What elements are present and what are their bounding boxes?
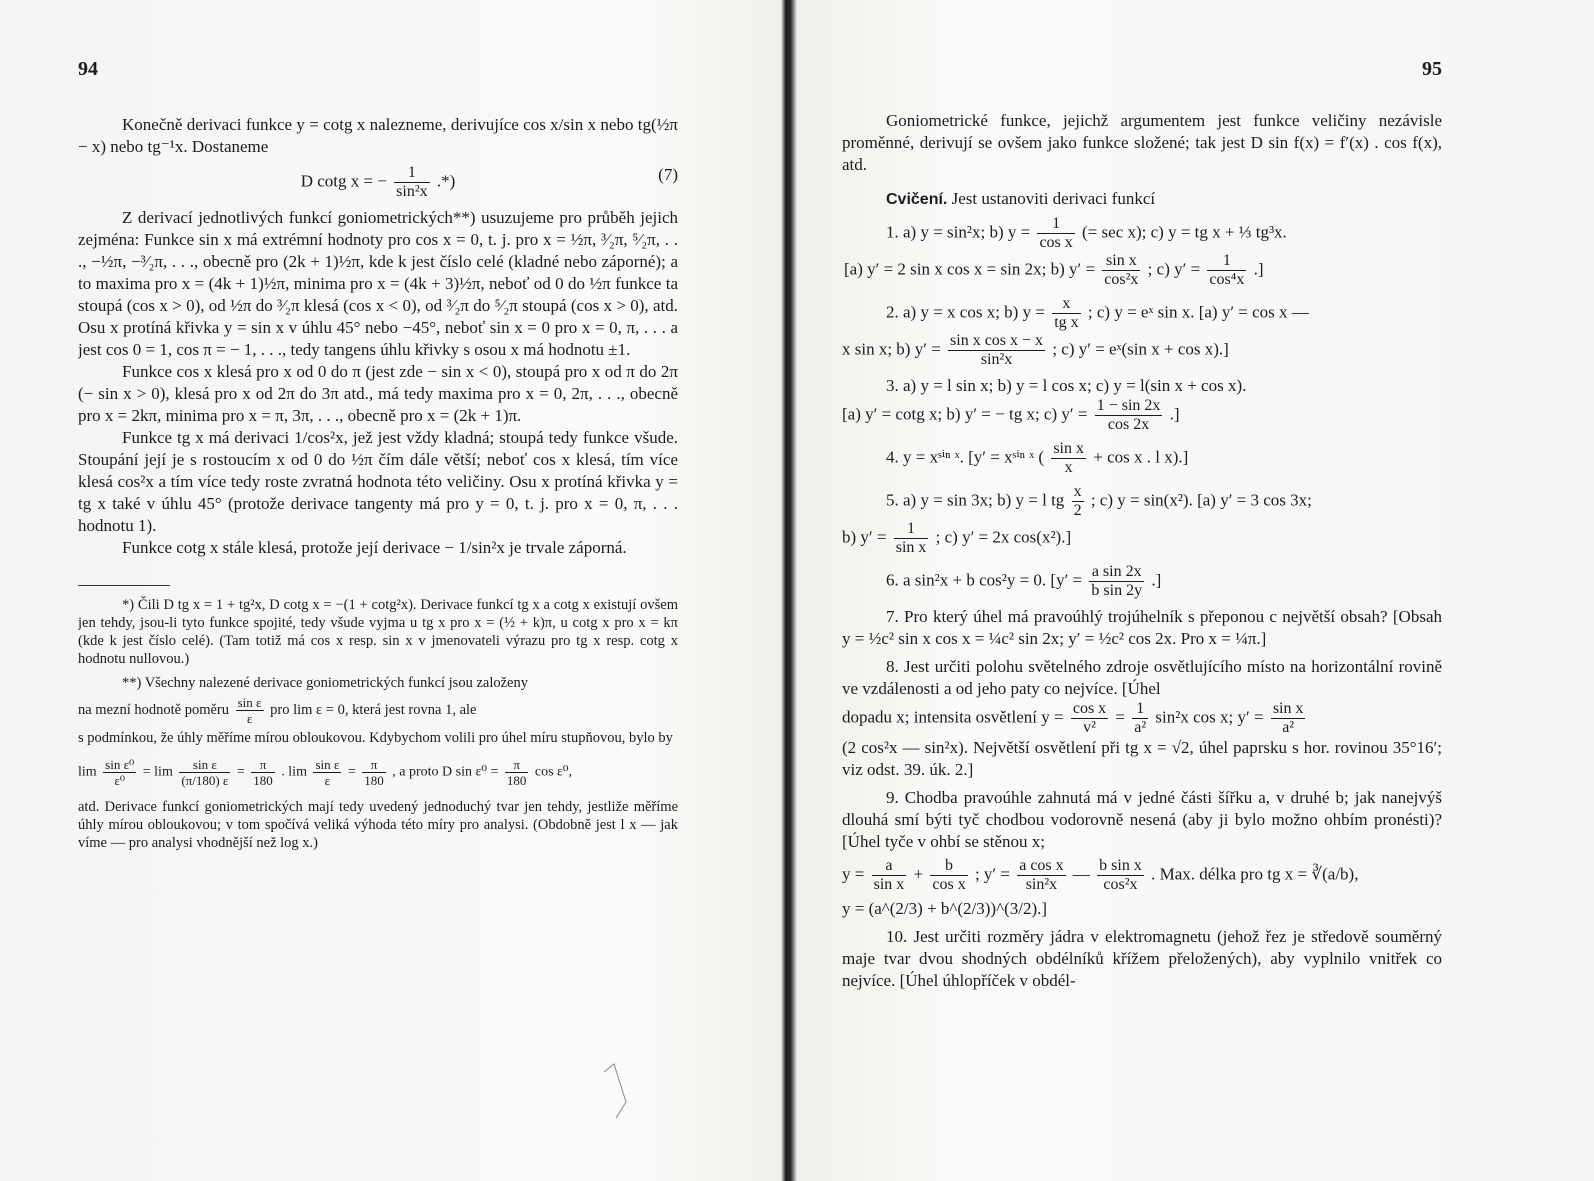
numerator: sin x cos x − x (950, 332, 1044, 349)
exercise-text: 1. a) y = sin²x; b) y = (886, 222, 1031, 242)
left-page (78, 0, 678, 1181)
numerator: a (872, 857, 907, 876)
denominator: cos x (1039, 234, 1073, 251)
fraction (1207, 252, 1246, 289)
formula-part: , a proto D sin ε⁰ = (392, 764, 499, 780)
answer-text: [a) y′ = 2 sin x cos x = sin 2x; b) y′ = (844, 259, 1096, 279)
numerator: sin ε (315, 757, 340, 772)
fraction (872, 857, 907, 894)
denominator: sin x (873, 876, 905, 893)
denominator: sin²x (396, 183, 428, 200)
exercise-text: sin²x cos x; y′ = (1155, 707, 1264, 727)
numerator: sin ε⁰ (105, 757, 135, 772)
denominator: cos²x (1104, 271, 1139, 288)
denominator: a² (1282, 719, 1295, 736)
fraction (1072, 483, 1084, 520)
equation-7 (78, 164, 678, 201)
denominator: ε⁰ (114, 773, 126, 788)
right-page (842, 0, 1442, 1181)
fraction (103, 757, 136, 788)
fraction (1052, 295, 1080, 332)
denominator: x (1064, 459, 1073, 476)
paragraph: Funkce cotg x stále klesá, protože její derivace − 1/sin²x je trvale záporná. (122, 538, 627, 557)
exercise-6 (842, 563, 1442, 600)
exercise-1 (842, 215, 1442, 289)
denominator: b sin 2y (1091, 582, 1143, 599)
exercise-intro: Jest ustanoviti derivaci funkcí (951, 189, 1156, 208)
exercise-8 (842, 656, 1442, 781)
fraction (1051, 440, 1086, 477)
formula-part: = lim (142, 764, 173, 780)
numerator: a cos x (1019, 857, 1064, 874)
page-number: 95 (1422, 58, 1442, 80)
intro-paragraph: Goniometrické funkce, jejichž argumentem jest funkce veličiny nezávisle proměnné, derivují se ovšem jako funkce složené; tak jest D sin f(x) = f′(x) . cos f(x), atd. (842, 111, 1442, 174)
fraction (179, 757, 230, 788)
page-number: 94 (78, 58, 98, 80)
formula-part: = (347, 764, 356, 780)
answer-text: ; c) y′ = (1147, 259, 1201, 279)
exercise-3 (842, 375, 1442, 434)
paragraph: Funkce tg x má derivaci 1/cos²x, jež jest vždy kladná; stoupá tedy funkce všude. Stoupání její je s rostoucím x od 0 do ½π čím dále větší; neboť cos x klesá, tím více klesá cos²x a tím více tedy roste zvratná hodnota této veličiny. Osu x protíná křivka y = tg x také v úhlu 45° (protože derivace tangenty má pro y = 0, t. j. pro x = 0, π, . . . hodnotu 1). (78, 428, 678, 535)
exercise-text: ; c) y = sin(x²). [a) y′ = 3 cos 3x; (1090, 490, 1312, 510)
answer-text: ; c) y′ = 2x cos(x²).] (935, 527, 1072, 547)
exercise-heading: Cvičení. (886, 191, 948, 208)
exercise-text: ; c) y = eˣ sin x. [a) y′ = cos x — (1087, 302, 1309, 322)
fraction (1271, 700, 1306, 737)
fraction (1037, 215, 1074, 252)
numerator: sin ε (179, 757, 230, 773)
exercise-text: 9. Chodba pravoúhle zahnutá má v jedné části šířku a, v druhé b; jak nanejvýš dlouhá smí býti tyč chodbou vodorovně nesená (aby ji bylo možno ohbím pronésti)? [Úhel tyče v ohbí se stěnou x; (842, 788, 1442, 851)
exercise-text: (= sec x); c) y = tg x + ⅓ tg³x. (1082, 222, 1287, 242)
answer-text: .] (1169, 404, 1180, 424)
denominator: ε (324, 773, 331, 788)
exercise-10: 10. Jest určiti rozměry jádra v elektromagnetu (jehož řez je středově souměrný maje tvar dvou shodných obdélníků křížem přeložených), aby vyplnilo vnitřek co nejvíce. [Úhel úhlopříček v obdél- (842, 927, 1442, 990)
fraction (1017, 857, 1065, 894)
denominator: 180 (364, 773, 384, 788)
pencil-mark (596, 1062, 636, 1122)
fraction (1132, 700, 1148, 737)
numerator: sin x (1102, 252, 1140, 271)
answer-text: b) y′ = (842, 527, 887, 547)
exercise-title (842, 188, 1442, 211)
answer-text: [y′ = xˢⁱⁿ ˣ ( (968, 447, 1045, 467)
fraction (948, 332, 1045, 369)
answer-text: [y′ = (1050, 570, 1083, 590)
numerator: 1 (1132, 700, 1148, 719)
fraction (236, 695, 264, 726)
answer-text: .] (1151, 570, 1162, 590)
exercise-text: 4. y = xˢⁱⁿ ˣ. (886, 447, 964, 467)
exercise-text: 8. Jest určiti polohu světelného zdroje osvětlujícího místo na horizontální rovině ve vzdálenosti a od jeho paty co nejvíce. [Úhel (842, 657, 1442, 698)
paragraph: Z derivací jednotlivých funkcí goniometrických**) usuzujeme pro průběh jejich zejména: Funkce sin x má extrémní hodnoty pro cos x = 0, t. j. pro x = ½π, ³⁄₂π, ⁵⁄₂π, . . ., −½π, −³⁄₂π, . . ., obecně pro (2k + 1)½π, kde k jest číslo celé (kladné nebo záporné); a to maxima pro x = (4k + 1)½π, minima pro x = (4k + 3)½π, neboť od 0 do ½π funkce ta stoupá (cos x > 0), od ½π do ³⁄₂π klesá (cos x < 0), od ³⁄₂π do ⁵⁄₂π stoupá (cos x > 0), atd. Osu x protíná křivka y = sin x v úhlu 45° nebo −45°, neboť sin x = 0 pro x = 0, π, . . . a jest cos 0 = 1, cos π = − 1, . . ., tedy tangens úhlu křivky s osou x má hodnotu ±1. (78, 208, 678, 359)
exercise-text: . Max. délka pro tg x = ∛(a/b), (1151, 864, 1359, 884)
denominator: cos⁴x (1209, 271, 1245, 288)
formula-part: . lim (281, 764, 307, 780)
fraction (313, 757, 341, 788)
footnote-divider (78, 585, 170, 586)
answer-text: ; c) y′ = eˣ(sin x + cos x).] (1052, 339, 1229, 359)
fraction (251, 757, 275, 788)
exercise-text: (2 cos²x — sin²x). Největší osvětlení při tg x = √2, úhel paprsku s hor. rovinou 35°16′; viz odst. 39. úk. 2.] (842, 738, 1442, 779)
answer-text: x sin x; b) y′ = (842, 339, 941, 359)
paragraph: Funkce cos x klesá pro x od 0 do π (jest zde − sin x < 0), stoupá pro x od π do 2π (− sin x > 0), klesá pro x od 2π do 3π atd., má tedy maxima pro x = 0, 2π, . . ., obecně pro x = 2kπ, minima pro x = π, 3π, . . ., obecně pro x = (2k + 1)π. (78, 362, 678, 425)
answer-text: .] (1253, 259, 1264, 279)
right-page-body (842, 110, 1442, 998)
numerator: π (362, 757, 386, 773)
denominator: 180 (506, 773, 527, 788)
formula-part: = (236, 764, 245, 780)
denominator: sin²x (1025, 876, 1058, 893)
numerator: 1 (1207, 252, 1246, 271)
equation-lhs: D cotg x = − (300, 171, 387, 191)
equation-number: (7) (658, 165, 678, 184)
fraction (1095, 397, 1163, 434)
denominator: 180 (253, 773, 273, 788)
answer-text: [a) y′ = cotg x; b) y′ = − tg x; c) y′ = (842, 404, 1088, 424)
exercise-text: y = (842, 864, 865, 884)
intro-paragraph: Konečně derivaci funkce y = cotg x nalezneme, derivujíce cos x/sin x nebo tg(½π − x) nebo tg⁻¹x. Dostaneme (78, 115, 678, 156)
exercise-text: = (1115, 707, 1126, 727)
footnote: atd. Derivace funkcí goniometrických mají tedy uvedený jednoduchý tvar jen tehdy, jestliže měříme úhly mírou obloukovou; v tom spočívá veliká výhoda této míry pro analysi. (Obdobně jest l x — jak víme — pro analysi vhodnější než log x.) (78, 799, 678, 851)
numerator: sin x (1053, 440, 1084, 457)
numerator: b (930, 857, 967, 876)
exercise-text: — (1072, 864, 1090, 884)
equation-tail: .*) (436, 171, 456, 191)
numerator: 1 − sin 2x (1096, 397, 1161, 414)
denominator: sin²x (980, 351, 1013, 368)
numerator: cos x (1072, 700, 1107, 717)
numerator: x (1073, 483, 1082, 500)
fraction (1089, 563, 1144, 600)
numerator: sin ε (237, 695, 262, 710)
equation-fraction (394, 164, 429, 201)
numerator: π (505, 757, 529, 773)
numerator: π (251, 757, 275, 773)
denominator: cos²x (1103, 876, 1138, 893)
footnote-line (78, 695, 678, 726)
numerator: sin x (1272, 700, 1304, 717)
denominator: ε (246, 711, 253, 726)
footnote: *) Čili D tg x = 1 + tg²x, D cotg x = −(1 + cotg²x). Derivace funkcí tg x a cotg x existují ovšem jen tehdy, jsou-li tyto funkce spojité, tedy všude vyjma u tg x pro x = (½ + k)π, u cotg x pro x = kπ (kde k jest číslo celé). (Tam totiž má cos x resp. sin x v jmenovateli výrazu pro tg x resp. cotg x hodnotu nullovou.) (78, 597, 678, 667)
exercise-text: 6. a sin²x + b cos²y = 0. (886, 570, 1047, 590)
fraction (930, 857, 967, 894)
exercise-4 (842, 440, 1442, 477)
exercise-text: 2. a) y = x cos x; b) y = (886, 302, 1045, 322)
left-page-body (78, 114, 678, 852)
fraction (894, 520, 929, 557)
footnote-text: na mezní hodnotě poměru (78, 701, 229, 718)
numerator: b sin x (1099, 857, 1142, 874)
exercise-text: + (913, 864, 924, 884)
footnote-formula (78, 757, 678, 788)
numerator: 1 (394, 164, 429, 183)
numerator: 1 (894, 520, 929, 539)
exercise-text: 5. a) y = sin 3x; b) y = l tg (886, 490, 1065, 510)
fraction (1071, 700, 1108, 737)
denominator: tg x (1054, 314, 1079, 331)
fraction (1102, 252, 1140, 289)
exercise-9 (842, 787, 1442, 920)
numerator: a sin 2x (1089, 563, 1144, 582)
denominator: a² (1134, 719, 1147, 736)
exercise-5 (842, 483, 1442, 557)
denominator: cos x (932, 876, 966, 893)
formula-part: cos ε⁰, (534, 764, 573, 780)
exercise-text: ; y′ = (974, 864, 1010, 884)
fraction (1097, 857, 1144, 894)
numerator: 1 (1037, 215, 1074, 234)
numerator: x (1052, 295, 1080, 314)
fraction (362, 757, 386, 788)
exercise-text: 3. a) y = l sin x; b) y = l cos x; c) y = l(sin x + cos x). (886, 376, 1247, 395)
fraction (505, 757, 529, 788)
exercise-2 (842, 295, 1442, 369)
formula-part: lim (78, 764, 97, 780)
denominator: v² (1083, 719, 1096, 736)
denominator: sin x (895, 539, 927, 556)
denominator: (π/180) ε (181, 773, 229, 788)
exercise-7: 7. Pro který úhel má pravoúhlý trojúhelník s přeponou c největší obsah? [Obsah y = ½c² sin x cos x = ¼c² sin 2x; y′ = ½c² cos 2x. Pro x = ¼π.] (842, 607, 1442, 648)
footnotes (78, 596, 678, 852)
denominator: cos 2x (1107, 416, 1150, 433)
footnote: s podmínkou, že úhly měříme mírou obloukovou. Kdybychom volili pro úhel míru stupňovou, bylo by (78, 730, 673, 746)
exercise-text: dopadu x; intensita osvětlení y = (842, 707, 1064, 727)
exercise-text: y = (a^(2/3) + b^(2/3))^(3/2).] (842, 899, 1048, 918)
denominator: 2 (1073, 502, 1082, 519)
footnote-text: pro lim ε = 0, která jest rovna 1, ale (270, 701, 477, 718)
answer-text: + cos x . l x).] (1093, 447, 1189, 467)
footnote: **) Všechny nalezené derivace goniometrických funkcí jsou založeny (122, 675, 528, 691)
